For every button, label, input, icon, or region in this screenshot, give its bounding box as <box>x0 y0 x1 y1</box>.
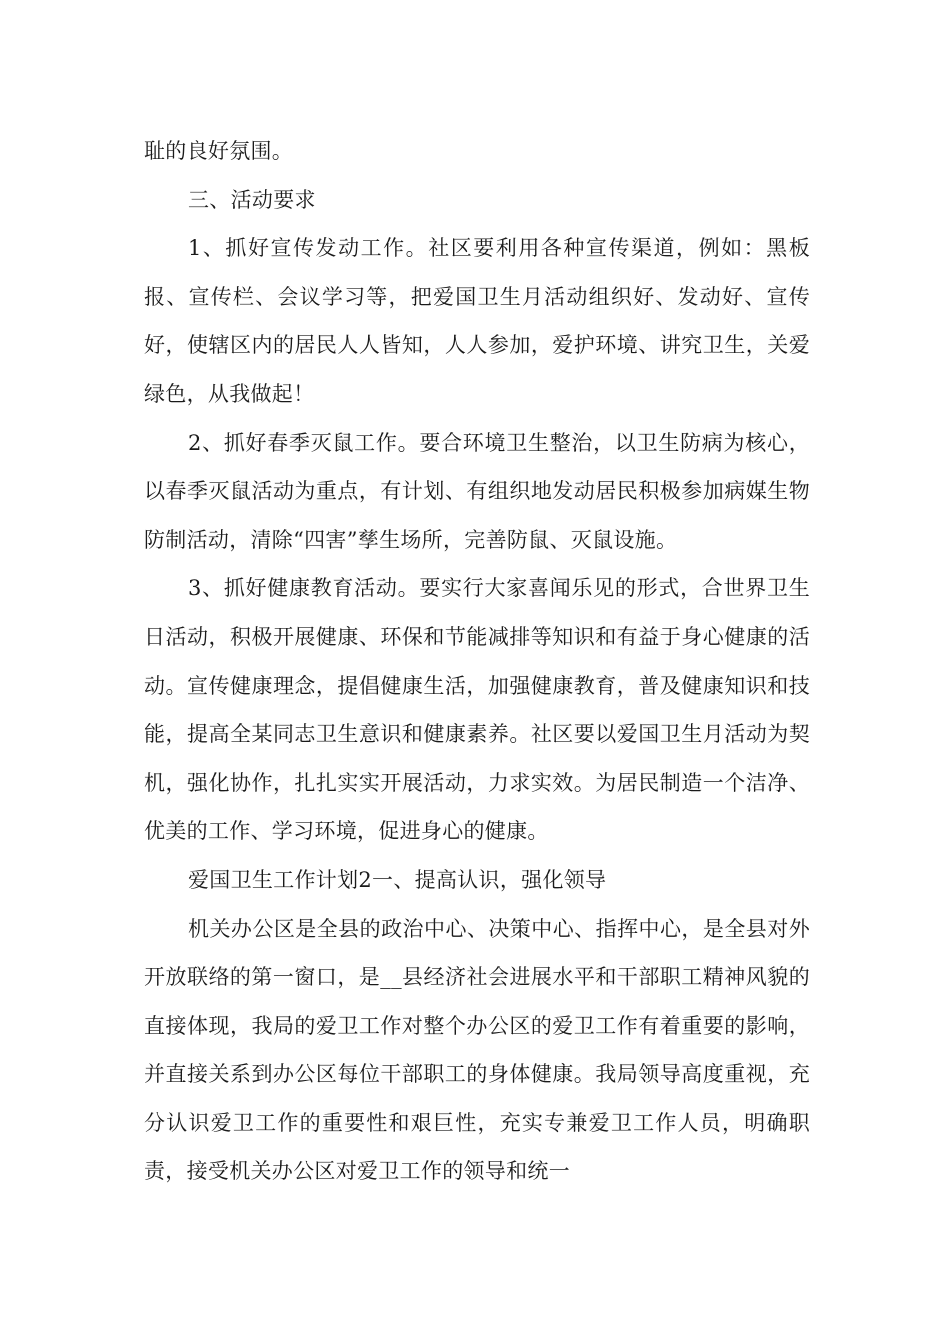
paragraph-health-education: 3、抓好健康教育活动。要实行大家喜闻乐见的形式，合世界卫生日活动，积极开展健康、环保和节能减排等知识和有益于身心健康的活动。宣传健康理念，提倡健康生活，加强健康教育，普及健康知识和技能，提高全某同志卫生意识和健康素养。社区要以爱国卫生月活动为契机，强化协作，扎扎实实开展活动，力求实效。为居民制造一个洁净、优美的工作、学习环境，促进身心的健康。 <box>144 576 810 844</box>
paragraph-rodent-control: 2、抓好春季灭鼠工作。要合环境卫生整治，以卫生防病为核心，以春季灭鼠活动为重点，有计划、有组织地发动居民积极参加病媒生物防制活动，清除“四害”孳生场所，完善防鼠、灭鼠设施。 <box>144 430 810 552</box>
document-body <box>144 127 810 1196</box>
section-heading-activity-requirements: 三、活动要求 <box>188 187 316 212</box>
paragraph-office-area: 机关办公区是全县的政治中心、决策中心、指挥中心，是全县对外开放联络的第一窗口，是__县经济社会进展水平和干部职工精神风貌的直接体现，我局的爱卫工作对整个办公区的爱卫工作有着重要的影响，并直接关系到办公区每位干部职工的身体健康。我局领导高度重视，充分认识爱卫工作的重要性和艰巨性，充实专兼爱卫工作人员，明确职责，接受机关办公区对爱卫工作的领导和统一 <box>144 916 810 1184</box>
paragraph-publicity-work: 1、抓好宣传发动工作。社区要利用各种宣传渠道，例如：黑板报、宣传栏、会议学习等，把爱国卫生月活动组织好、发动好、宣传好，使辖区内的居民人人皆知，人人参加，爱护环境、讲究卫生，关爱绿色，从我做起！ <box>144 236 810 406</box>
paragraph-continuation: 耻的良好氛围。 <box>144 139 294 163</box>
section-heading-plan-2: 爱国卫生工作计划2一、提高认识，强化领导 <box>188 867 607 892</box>
